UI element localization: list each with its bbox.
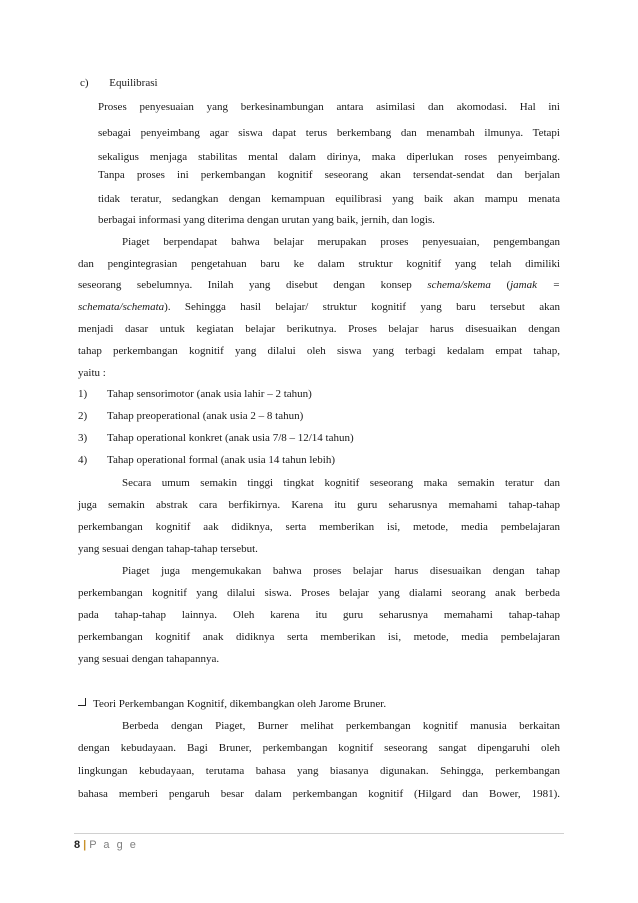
paragraph-line: Berbeda dengan Piaget, Burner melihat perkembangan kognitif manusia berkaitan xyxy=(122,720,560,732)
stage-item: Tahap operational konkret (anak usia 7/8 – 12/14 tahun) xyxy=(107,432,354,444)
bruner-heading xyxy=(78,697,386,711)
paragraph-line: Piaget juga mengemukakan bahwa proses belajar harus disesuaikan dengan tahap xyxy=(122,565,560,577)
paragraph-line: perkembangan kognitif anak didiknya serta memberikan isi, metode, media pembelajaran xyxy=(78,631,560,643)
equilibrasi-line: Proses penyesuaian yang berkesinambungan antara asimilasi dan akomodasi. Hal ini xyxy=(98,101,560,113)
section-title: Equilibrasi xyxy=(109,77,158,89)
stage-number: 3) xyxy=(78,432,88,444)
stage-number: 1) xyxy=(78,388,88,400)
stage-item: Tahap operational formal (anak usia 14 tahun lebih) xyxy=(107,454,336,466)
stage-item: Tahap preoperational (anak usia 2 – 8 tahun) xyxy=(107,410,304,422)
paragraph-line: juga semakin abstrak cara berfikirnya. Karena itu guru seharusnya memahami tahap-tahap xyxy=(78,499,560,511)
paragraph-line: perkembangan kognitif aak didiknya, serta memberikan isi, metode, media pembelajaran xyxy=(78,521,560,533)
stage-item: Tahap sensorimotor (anak usia lahir – 2 tahun) xyxy=(107,388,312,400)
paragraph-line: lingkungan kebudayaan, terutama bahasa yang biasanya digunakan. Sehingga, perkembangan xyxy=(78,765,560,777)
paragraph-line: bahasa memberi pengaruh besar dalam perkembangan kognitif (Hilgard dan Bower, 1981). xyxy=(78,788,560,800)
paragraph-line: pada tahap-tahap lainnya. Oleh karena itu guru seharusnya memahami tahap-tahap xyxy=(78,609,560,621)
footer-separator: | xyxy=(83,839,87,851)
equilibrasi-line: Tanpa proses ini perkembangan kognitif seseorang akan tersendat-sendat dan berjalan xyxy=(98,169,560,181)
paragraph-line: dan pengintegrasian pengetahuan baru ke dalam struktur kognitif yang telah dimiliki xyxy=(78,258,560,270)
equilibrasi-line: sekaligus menjaga stabilitas mental dalam dirinya, maka diperlukan roses penyeimbang. xyxy=(98,151,560,163)
paragraph-line: schemata/schemata). Sehingga hasil belajar/ struktur kognitif yang baru tersebut akan xyxy=(78,301,560,313)
paragraph-line: yaitu : xyxy=(78,367,106,379)
bruner-heading-text: Teori Perkembangan Kognitif, dikembangkan oleh Jarome Bruner. xyxy=(93,698,387,710)
paragraph-line: tahap perkembangan kognitif yang dilalui oleh siswa yang terbagi kedalam empat tahap, xyxy=(78,345,560,357)
check-bullet-icon xyxy=(78,698,86,706)
page-number: 8 xyxy=(74,839,81,851)
stage-number: 2) xyxy=(78,410,88,422)
paragraph-line: yang sesuai dengan tahap-tahap tersebut. xyxy=(78,543,258,555)
paragraph-line: yang sesuai dengan tahapannya. xyxy=(78,653,220,665)
paragraph-line: perkembangan kognitif yang dilalui siswa. Proses belajar yang dialami seorang anak berbeda xyxy=(78,587,560,599)
paragraph-line: dengan kebudayaan. Bagi Bruner, perkembangan kognitif seseorang sangat dipengaruhi oleh xyxy=(78,742,560,754)
paragraph-line: menjadi dasar untuk kegiatan belajar berikutnya. Proses belajar harus disesuaikan dengan xyxy=(78,323,560,335)
section-label xyxy=(80,76,158,90)
equilibrasi-line: tidak teratur, sedangkan dengan kemampuan equilibrasi yang baik akan mampu menata xyxy=(98,193,560,205)
paragraph-line: Secara umum semakin tinggi tingkat kognitif seseorang maka semakin teratur dan xyxy=(122,477,560,489)
stage-number: 4) xyxy=(78,454,88,466)
section-label-marker: c) xyxy=(80,77,89,89)
equilibrasi-line: berbagai informasi yang diterima dengan urutan yang baik, jernih, dan logis. xyxy=(98,214,435,226)
equilibrasi-line: sebagai penyeimbang agar siswa dapat terus berkembang dan menambah ilmunya. Tetapi xyxy=(98,127,560,139)
paragraph-line: seseorang sebelumnya. Inilah yang disebut dengan konsep schema/skema (jamak = xyxy=(78,279,560,291)
page-label: P a g e xyxy=(89,839,138,851)
page-footer xyxy=(74,839,138,851)
paragraph-line: Piaget berpendapat bahwa belajar merupakan proses penyesuaian, pengembangan xyxy=(122,236,560,248)
footer-divider xyxy=(74,833,564,834)
